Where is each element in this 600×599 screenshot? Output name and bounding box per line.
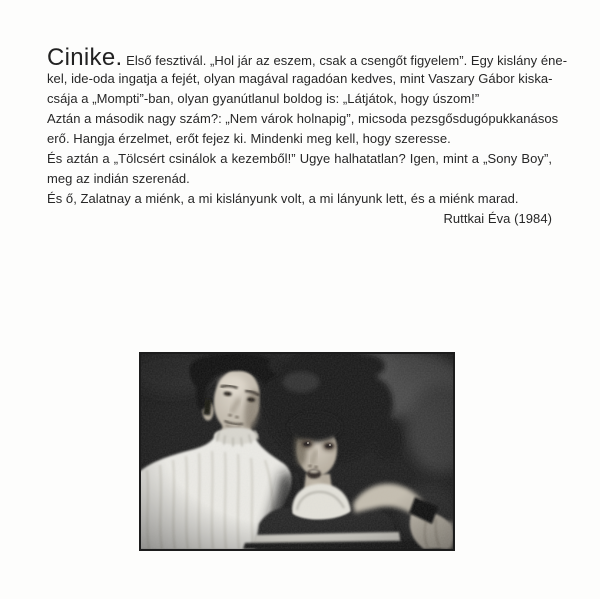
article-text bbox=[47, 44, 568, 229]
signature: Ruttkai Éva (1984) bbox=[443, 211, 552, 226]
text-line: meg az indián szerenád. bbox=[47, 171, 190, 186]
article-lead-word: Cinike. bbox=[47, 44, 123, 71]
text-line bbox=[47, 44, 568, 71]
text-line: És aztán a „Tölcsért csinálok a kezemből!” Ugye halhatatlan? Igen, mint a „Sony Boy”, bbox=[47, 151, 552, 166]
text-line: És ő, Zalatnay a miénk, a mi kislányunk volt, a mi lányunk lett, és a miénk marad. bbox=[47, 191, 519, 206]
text-line-rest: Első fesztivál. „Hol jár az eszem, csak a csengőt figyelem”. Egy kislány éne- bbox=[122, 53, 568, 68]
text-line: kel, ide-oda ingatja a fejét, olyan magával ragadóan kedves, mint Vaszary Gábor kiska- bbox=[47, 71, 553, 86]
couple-photo-illustration bbox=[141, 354, 453, 549]
text-line: csája a „Mompti”-ban, olyan gyanútlanul boldog is: „Látjátok, hogy úszom!” bbox=[47, 91, 480, 106]
text-line: erő. Hangja érzelmet, erőt fejez ki. Mindenki meg kell, hogy szeresse. bbox=[47, 131, 451, 146]
photo-couple bbox=[139, 352, 455, 551]
text-line: Aztán a második nagy szám?: „Nem várok holnapig”, micsoda pezsgősdugópukkanásos bbox=[47, 111, 559, 126]
photo-grain bbox=[141, 354, 453, 549]
